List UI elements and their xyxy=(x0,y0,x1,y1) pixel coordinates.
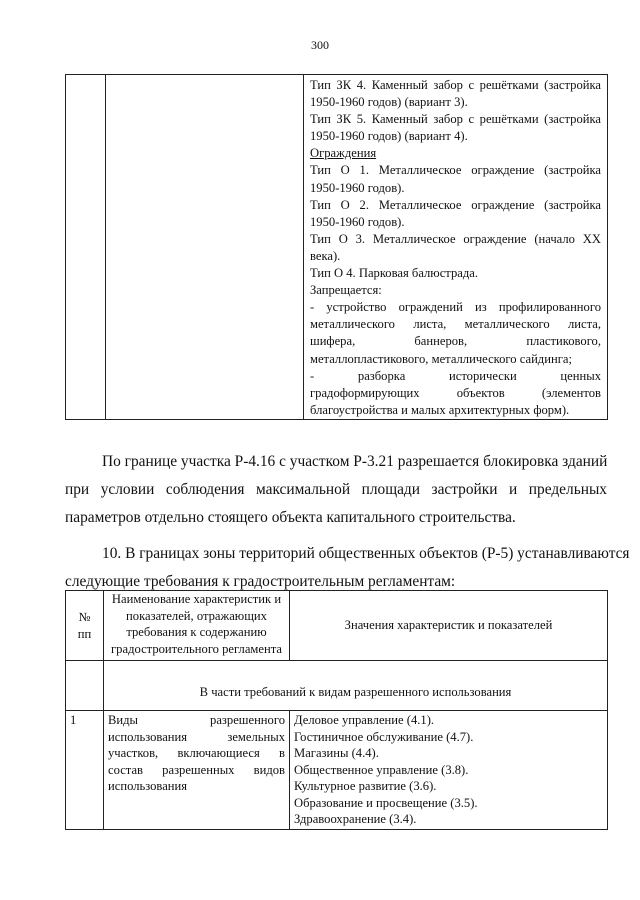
text-line: 1950-1960 годов) (вариант 3). xyxy=(310,95,468,110)
section-heading-fences: Ограждения xyxy=(310,146,377,161)
text-line: участков, включающиеся в xyxy=(108,746,285,760)
list-item: Магазины (4.4). xyxy=(294,746,379,760)
row-number: 1 xyxy=(66,711,104,830)
text-line: Виды разрешенного xyxy=(108,713,285,727)
text-line: шифера, баннеров, пластикового, xyxy=(310,334,601,349)
table-header-row xyxy=(66,591,608,661)
text-line: следующие требования к градостроительным регламентам: xyxy=(65,573,456,590)
table-row xyxy=(66,711,608,830)
requirements-table xyxy=(65,590,608,830)
text-line: Запрещается: xyxy=(310,283,382,298)
text-line: По границе участка Р-4.16 с участком Р-3.21 разрешается блокировка зданий xyxy=(102,453,608,470)
section-title: В части требований к видам разрешенного использования xyxy=(104,661,608,711)
text-line: - устройство ограждений из профилированного xyxy=(310,300,601,315)
text-line: использования xyxy=(108,779,188,793)
row-values xyxy=(290,711,608,830)
row-name xyxy=(104,711,290,830)
fence-types-cell xyxy=(304,75,608,420)
empty-cell xyxy=(66,661,104,711)
list-item: Здравоохранение (3.4). xyxy=(294,812,417,826)
text-line: металлопластикового, металлического сайдинга; xyxy=(310,351,572,366)
text-line: Тип О 3. Металлическое ограждение (начало ХХ xyxy=(310,231,601,246)
text-line: 1950-1960 годов) (вариант 4). xyxy=(310,129,468,144)
text-line: Тип О 4. Парковая балюстрада. xyxy=(310,266,478,281)
regulation-table-continued xyxy=(65,74,608,420)
text-line: Тип О 2. Металлическое ограждение (застройка xyxy=(310,197,601,212)
page-number: 300 xyxy=(311,38,329,52)
list-item: Общественное управление (3.8). xyxy=(294,762,469,777)
text-line: благоустройства и малых архитектурных форм). xyxy=(310,402,570,417)
text-line: состав разрешенных видов xyxy=(108,762,285,777)
paragraph-blocking xyxy=(65,448,607,532)
empty-num-cell xyxy=(66,75,106,420)
text-line: при условии соблюдения максимальной площади застройки и предельных xyxy=(65,481,607,498)
text-line: металлического листа, металлического листа, xyxy=(310,317,601,332)
header-number: № пп xyxy=(66,591,104,661)
text-line: века). xyxy=(310,248,341,263)
header-values: Значения характеристик и показателей xyxy=(290,591,608,661)
header-name: Наименование характеристик и показателей, отражающих требования к содержанию градостроительного регламента xyxy=(104,591,290,661)
text-line: Тип О 1. Металлическое ограждение (застройка xyxy=(310,163,601,178)
list-item: Образование и просвещение (3.5). xyxy=(294,795,478,810)
text-line: Тип ЗК 5. Каменный забор с решётками (застройка xyxy=(310,112,601,127)
section-row xyxy=(66,661,608,711)
text-line: Тип ЗК 4. Каменный забор с решётками (застройка xyxy=(310,78,601,92)
text-line: 1950-1960 годов). xyxy=(310,180,405,195)
text-line: 1950-1960 годов). xyxy=(310,214,405,229)
paragraph-zone-r5 xyxy=(65,540,630,596)
text-line: использования земельных xyxy=(108,729,285,744)
text-line: - разборка исторически ценных xyxy=(310,368,601,383)
list-item: Культурное развитие (3.6). xyxy=(294,779,437,793)
list-item: Деловое управление (4.1). xyxy=(294,713,435,727)
text-line: параметров отдельно стоящего объекта капитального строительства. xyxy=(65,509,516,526)
text-line: 10. В границах зоны территорий общественных объектов (Р-5) устанавливаются xyxy=(102,545,630,562)
list-item: Гостиничное обслуживание (4.7). xyxy=(294,729,474,744)
empty-name-cell xyxy=(106,75,304,420)
text-line: градоформирующих объектов (элементов xyxy=(310,385,601,400)
